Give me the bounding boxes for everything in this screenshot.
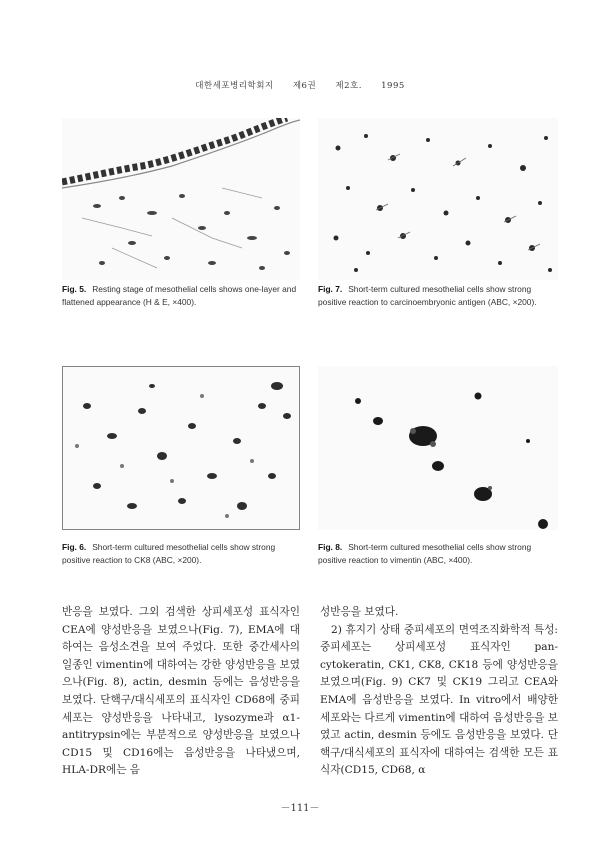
- fig7-caption: [318, 283, 558, 309]
- fig5-micrograph-image: [62, 118, 300, 280]
- journal-title: 대한세포병리학회지: [195, 81, 274, 91]
- fig5-label: Fig. 5.: [62, 284, 87, 294]
- fig7-micrograph: [318, 118, 558, 280]
- body-right-paragraph-2: 2) 휴지기 상태 중피세포의 면역조직화학적 특성: 중피세포는 상피세포성 표식자인 pan-cytokeratin, CK1, CK8, CK18 등에 양성반응을 보였으며(Fig. 9) CK7 및 CK19 그리고 CEA와 EMA에 음성반응을 보였다. In vitro에서 배양한 세포와는 다르게 vimentin에 대하여 음성반응을 보였고 actin, desmin 등에도 음성반응을 보였다. 단핵구/대식세포의 표식자에 대하여는 검색한 모든 표식자(CD15, CD68, α: [320, 623, 558, 777]
- body-right-paragraph-1: 성반응을 보였다.: [320, 606, 399, 618]
- fig6-micrograph-image: [62, 366, 300, 530]
- fig8-label: Fig. 8.: [318, 542, 343, 552]
- fig6-caption-text: Short-term cultured mesothelial cells show strong positive reaction to CK8 (ABC, ×200).: [62, 542, 276, 565]
- fig5-micrograph: [62, 118, 300, 280]
- volume: 제6권: [292, 81, 317, 91]
- page-number: －111－: [280, 803, 320, 814]
- fig6-micrograph: [62, 366, 300, 530]
- body-left-paragraph: 반응을 보였다. 그외 검색한 상피세포성 표식자인 CEA에 양성반응을 보였으나(Fig. 7), EMA에 대하여는 음성소견을 보여 주었다. 또한 중간세사의 일종인 vimentin에 대하여는 강한 양성반응을 보였으나(Fig. 8), actin, desmin 등에는 음성반응을 보였다. 단핵구/대식세포의 표식자인 CD68에 중피세포는 양성반응을 나타내고, lysozyme과 α1-antitrypsin에는 부분적으로 양성반응을 보였으나 CD15 및 CD16에는 음성반응을 나타냈으며, HLA-DR에는 음: [62, 606, 300, 777]
- fig8-micrograph-image: [318, 366, 558, 530]
- fig5-caption: [62, 283, 300, 309]
- body-right-column: [320, 604, 558, 780]
- fig8-micrograph: [318, 366, 558, 530]
- fig7-caption-text: Short-term cultured mesothelial cells show strong positive reaction to carcinoembryonic antigen (ABC, ×200).: [318, 284, 537, 307]
- body-left-column: [62, 604, 300, 780]
- fig8-caption: [318, 541, 558, 567]
- fig6-label: Fig. 6.: [62, 542, 87, 552]
- fig7-micrograph-image: [318, 118, 558, 280]
- year: 1995: [381, 81, 405, 91]
- fig5-caption-text: Resting stage of mesothelial cells shows one-layer and flattened appearance (H & E, ×400).: [62, 284, 297, 307]
- issue: 제2호.: [335, 81, 362, 91]
- fig8-caption-text: Short-term cultured mesothelial cells show strong positive reaction to vimentin (ABC, ×400).: [318, 542, 532, 565]
- running-header: [0, 79, 600, 91]
- fig6-caption: [62, 541, 300, 567]
- fig7-label: Fig. 7.: [318, 284, 343, 294]
